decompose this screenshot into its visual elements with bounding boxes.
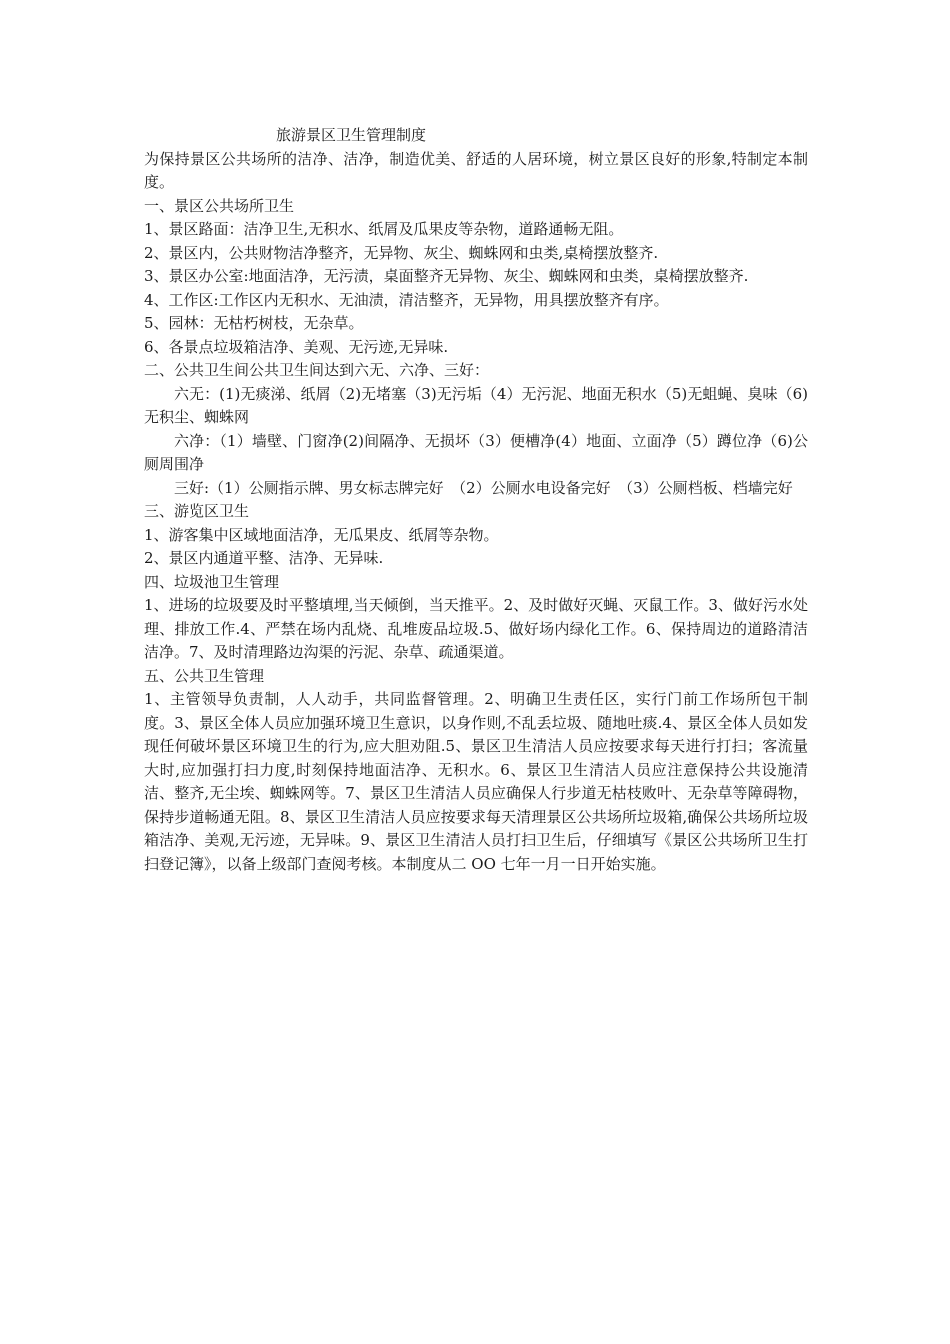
paragraph: 为保持景区公共场所的洁净、洁净，制造优美、舒适的人居环境，树立景区良好的形象,特制定本制度。 (144, 149, 808, 191)
document-title: 旅游景区卫生管理制度 (276, 126, 427, 144)
paragraph: 1、进场的垃圾要及时平整填埋,当天倾倒，当天推平。2、及时做好灭蝇、灭鼠工作。3、做好污水处理、排放工作.4、严禁在场内乱烧、乱堆废品垃圾.5、做好场内绿化工作。6、保持周边的道路清洁洁净。7、及时清理路边沟渠的污泥、杂草、疏通渠道。 (144, 596, 808, 661)
paragraph: 六无：(1)无痰涕、纸屑（2)无堵塞（3)无污垢（4）无污泥、地面无积水（5)无蛆蝇、臭味（6)无积尘、蜘蛛网 (144, 384, 808, 426)
section-heading: 五、公共卫生管理 (144, 666, 265, 685)
paragraph: 1、主管领导负责制，人人动手，共同监督管理。2、明确卫生责任区，实行门前工作场所包干制度。3、景区全体人员应加强环境卫生意识，以身作则,不乱丢垃圾、随地吐痰.4、景区全体人员如发现任何破坏景区环境卫生的行为,应大胆劝阻.5、景区卫生清洁人员应按要求每天进行打扫；客流量大时,应加强打扫力度,时刻保持地面洁净、无积水。6、景区卫生清洁人员应注意保持公共设施清洁、整齐,无尘埃、蜘蛛网等。7、景区卫生清洁人员应确保人行步道无枯枝败叶、无杂草等障碍物，保持步道畅通无阻。8、景区卫生清洁人员应按要求每天清理景区公共场所垃圾箱,确保公共场所垃圾箱洁净、美观,无污迹，无异味。9、景区卫生清洁人员打扫卫生后，仔细填写《景区公共场所卫生打扫登记簿》，以备上级部门查阅考核。本制度从二 OO 七年一月一日开始实施。 (144, 690, 808, 873)
paragraph: 1、游客集中区域地面洁净，无瓜果皮、纸屑等杂物。 (144, 525, 499, 544)
paragraph: 2、景区内通道平整、洁净、无异味. (144, 549, 384, 567)
paragraph: 5、园林：无枯朽树枝，无杂草。 (144, 314, 364, 332)
paragraph: 六净：（1）墙壁、门窗净(2)间隔净、无损坏（3）便槽净(4）地面、立面净（5）蹲位净（6)公厕周围净 (144, 431, 808, 473)
paragraph: 6、各景点垃圾箱洁净、美观、无污迹,无异味. (144, 337, 449, 356)
document-body (144, 124, 808, 876)
section-heading: 三、游览区卫生 (144, 502, 250, 520)
section-heading: 一、景区公共场所卫生 (144, 196, 295, 215)
paragraph: 3、景区办公室:地面洁净，无污渍，桌面整齐无异物、灰尘、蜘蛛网和虫类，桌椅摆放整齐. (144, 267, 749, 285)
paragraph: 1、景区路面：洁净卫生,无积水、纸屑及瓜果皮等杂物，道路通畅无阻。 (144, 220, 624, 238)
section-heading: 二、公共卫生间公共卫生间达到六无、六净、三好： (144, 361, 490, 379)
paragraph: 三好:（1）公厕指示牌、男女标志牌完好 （2）公厕水电设备完好 （3）公厕档板、档墙完好 (174, 478, 793, 497)
paragraph: 4、工作区:工作区内无积水、无油渍，清洁整齐，无异物，用具摆放整齐有序。 (144, 290, 669, 309)
section-heading: 四、垃圾池卫生管理 (144, 572, 280, 591)
paragraph: 2、景区内，公共财物洁净整齐，无异物、灰尘、蜘蛛网和虫类,桌椅摆放整齐. (144, 243, 659, 262)
